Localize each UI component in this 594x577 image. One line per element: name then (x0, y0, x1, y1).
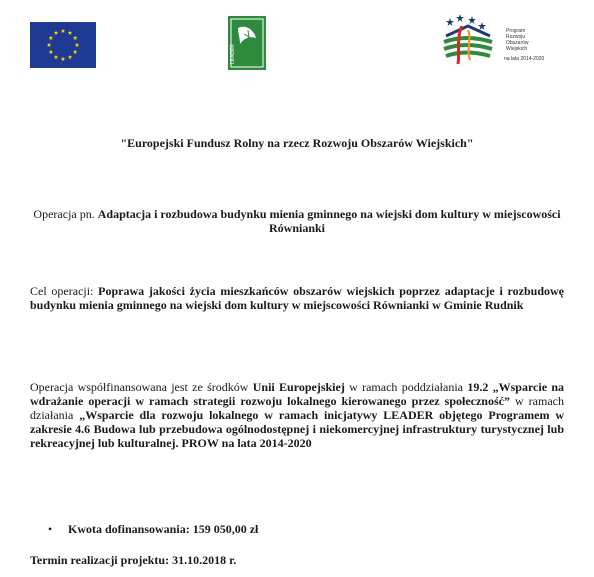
prow-subtitle: na lata 2014-2020 (504, 56, 545, 62)
financing-text-1: Operacja współfinansowana jest ze środków (30, 380, 253, 394)
logo-bar (0, 0, 594, 90)
operation-prefix: Operacja pn. (33, 207, 98, 221)
operation-name (30, 207, 564, 235)
prow-line-3: Obszarów (506, 40, 529, 46)
prow-line-2: Rozwoju (506, 34, 526, 40)
financing-paragraph (30, 380, 564, 450)
financing-action: „Wsparcie dla rozwoju lokalnego w ramach inicjatywy LEADER objętego Programem w zakresie 4.6 Budowa lub przebudowa ogólnodostępnej i niekomercyjnej infrastruktury turystycznej lub rekreacyjnej lub kulturalnej. PROW na lata 2014-2020 (30, 408, 565, 450)
funding-amount (48, 522, 548, 536)
prow-logo (438, 12, 568, 70)
goal-prefix: Cel operacji: (30, 284, 99, 298)
program-title: "Europejski Fundusz Rolny na rzecz Rozwoju Obszarów Wiejskich" (120, 136, 474, 150)
leader-logo (228, 16, 266, 70)
financing-text-3: w ramach działania (30, 394, 564, 422)
funding-text: Kwota dofinansowania: 159 050,00 zł (68, 522, 259, 536)
goal-text: Poprawa jakości życia mieszkańców obszarów wiejskich poprzez adaptacje i rozbudowę budynku mienia gminnego na wiejski dom kultury w miejscowości Równianki w Gminie Rudnik (30, 284, 564, 312)
project-deadline: Termin realizacji projektu: 31.10.2018 r. (30, 553, 237, 567)
financing-subaction: 19.2 „Wsparcie na wdrażanie operacji w ramach strategii rozwoju lokalnego kierowanego przez społeczność” (30, 380, 565, 408)
prow-logo-text (504, 28, 545, 62)
operation-goal (30, 284, 564, 312)
leader-logo-text: LEADER (230, 43, 236, 64)
financing-text-2: w ramach poddziałania (344, 380, 468, 394)
prow-line-1: Program (506, 28, 526, 34)
financing-eu: Unii Europejskiej (252, 380, 345, 394)
eu-flag-logo (30, 22, 96, 68)
operation-title: Adaptacja i rozbudowa budynku mienia gminnego na wiejski dom kultury w miejscowości Równianki (97, 207, 561, 235)
bullet-icon: • (48, 522, 53, 536)
prow-line-4: Wiejskich (506, 46, 528, 52)
